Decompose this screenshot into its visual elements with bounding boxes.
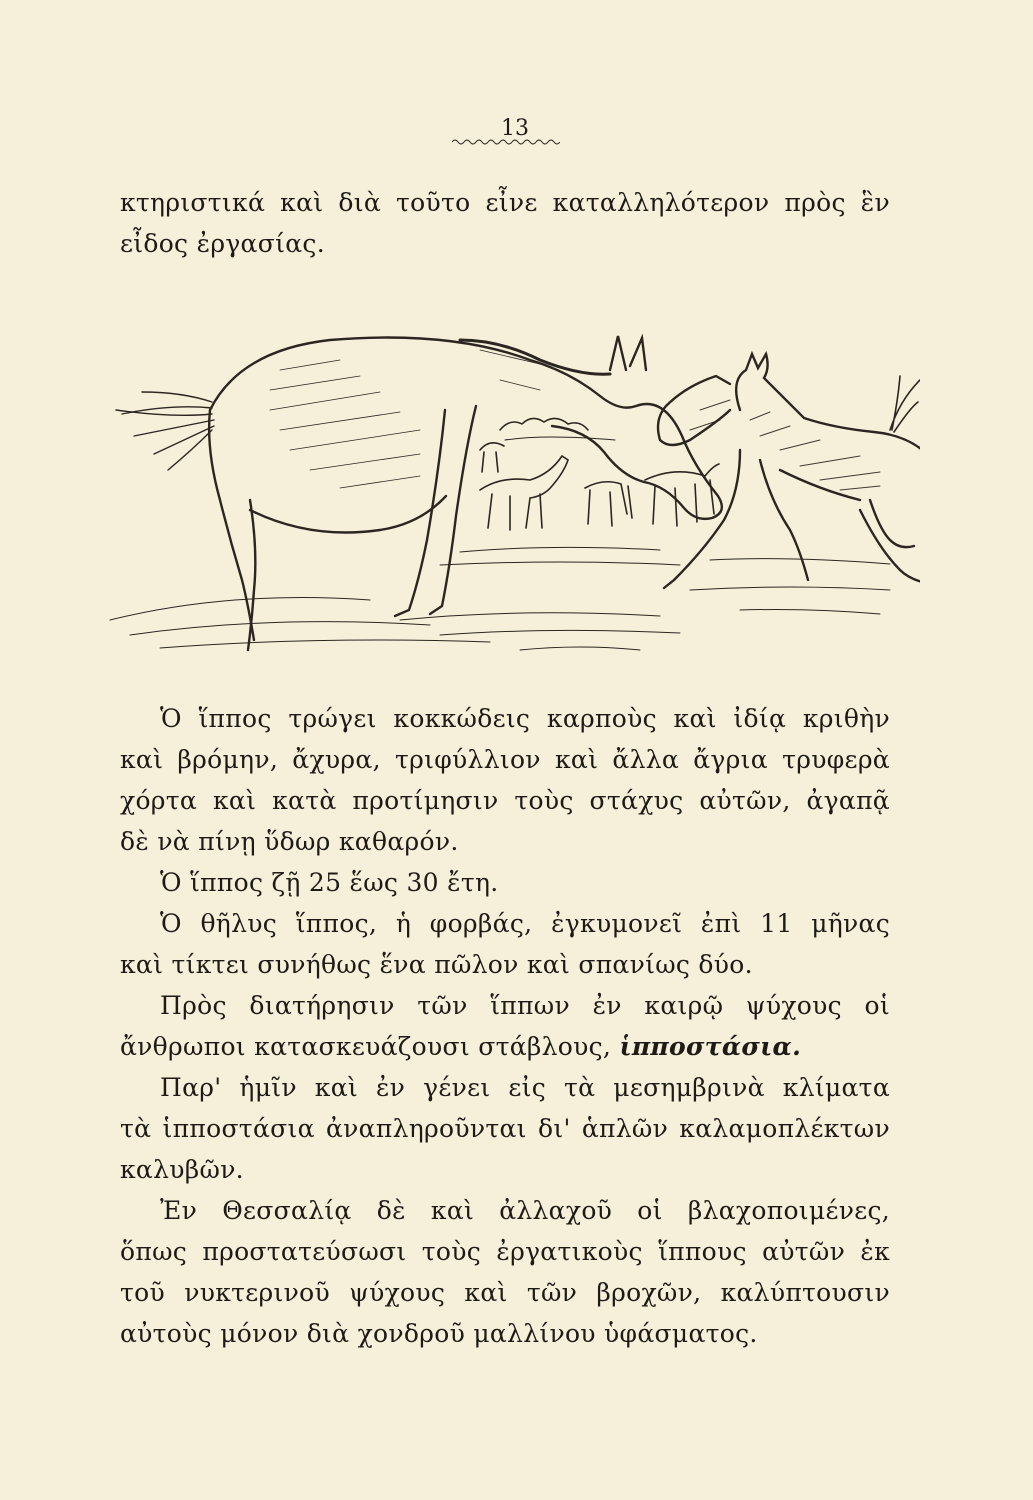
text-line: Πρὸς διατήρησιν τῶν ἵππων ἐν καιρῷ ψύχους οἱ [160, 991, 890, 1020]
text-line: Ὁ ἵππος τρώγει κοκκώδεις καρποὺς καὶ ἰδίᾳ κριθὴν [160, 704, 890, 733]
text-line: καὶ βρόμην, ἄχυρα, τριφύλλιον καὶ ἄλλα ἄγρια τρυφερὰ [120, 745, 890, 774]
text-line: καὶ τίκτει συνήθως ἕνα πῶλον καὶ σπανίως δύο. [120, 950, 753, 979]
text-line: ὅπως προστατεύσωσι τοὺς ἐργατικοὺς ἵππους αὐτῶν ἐκ [120, 1237, 890, 1266]
text-line: κτηριστικά καὶ διὰ τοῦτο εἶνε καταλληλότερον πρὸς ἓν [120, 188, 890, 217]
text-line [120, 1030, 890, 1064]
text-line: καλυβῶν. [120, 1155, 244, 1184]
text-line: τὰ ἱπποστάσια ἀναπληροῦνται δι' ἁπλῶν καλαμοπλέκτων [120, 1114, 890, 1143]
text-line: Ἐν Θεσσαλίᾳ δὲ καὶ ἀλλαχοῦ οἱ βλαχοποιμένες, [160, 1196, 890, 1225]
page-number: 13 [501, 116, 529, 141]
text-line: Ὁ ἵππος ζῇ 25 ἕως 30 ἔτη. [160, 868, 499, 897]
text-line: Ὁ θῆλυς ἵππος, ἡ φορβάς, ἐγκυμονεῖ ἐπὶ 11 μῆνας [160, 909, 890, 938]
text-span: ἄνθρωποι κατασκευάζουσι στάβλους, [120, 1032, 612, 1061]
emphasized-term: ἱπποστάσια. [619, 1032, 802, 1061]
text-line: τοῦ νυκτερινοῦ ψύχους καὶ τῶν βροχῶν, καλύπτουσιν [120, 1278, 890, 1307]
horse-and-foal-engraving [100, 290, 920, 680]
text-line: εἶδος ἐργασίας. [120, 229, 325, 258]
page-number-ornament [452, 138, 560, 146]
text-line: Παρ' ἡμῖν καὶ ἐν γένει εἰς τὰ μεσημβρινὰ κλίματα [160, 1073, 890, 1102]
text-line: δὲ νὰ πίνῃ ὕδωρ καθαρόν. [120, 827, 459, 856]
text-line: αὐτοὺς μόνον διὰ χονδροῦ μαλλίνου ὑφάσματος. [120, 1319, 758, 1348]
text-line: χόρτα καὶ κατὰ προτίμησιν τοὺς στάχυς αὐτῶν, ἀγαπᾷ [120, 786, 890, 815]
